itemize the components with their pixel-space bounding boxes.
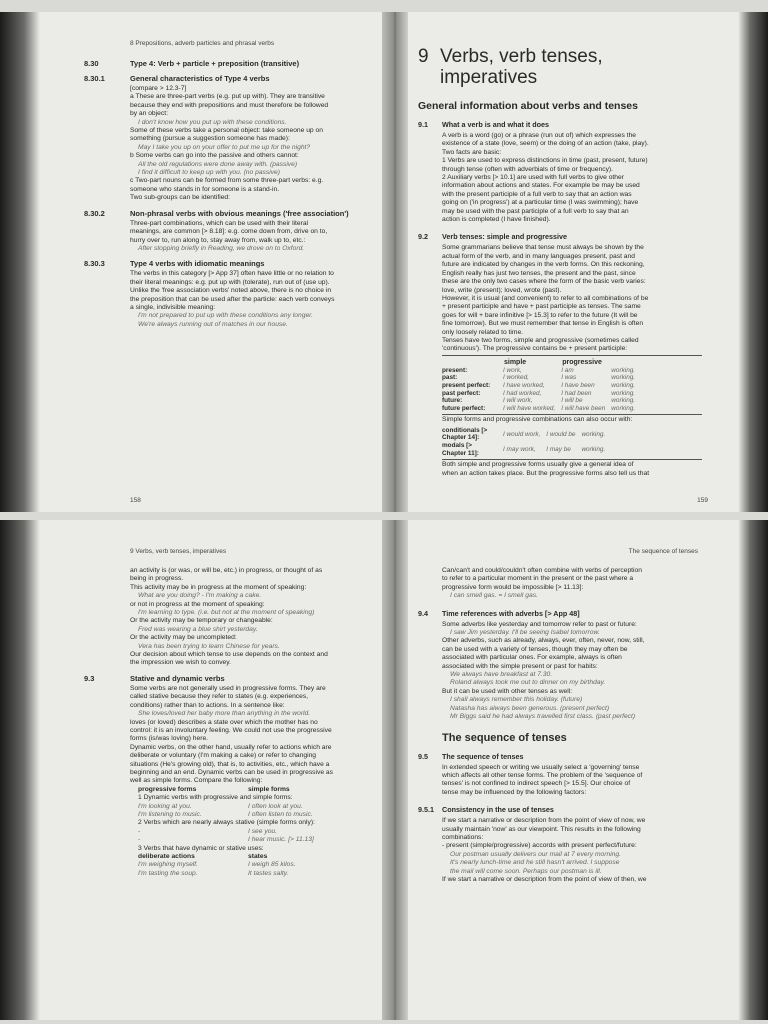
book-spread-top [0, 12, 768, 512]
example-line: After stopping briefly in Reading, we drove on to Oxford. [138, 244, 305, 252]
text-line: English really has just two tenses, the present and the past, since [442, 269, 636, 277]
section-heading: 9.3 Stative and dynamic verbs [84, 673, 225, 683]
text-line: a These are three-part verbs (e.g. put up with). They are transitive [130, 93, 325, 101]
section-heading: 9.5.1 Consistency in the use of tenses [418, 805, 554, 815]
text-line: Two sub-groups can be identified: [130, 194, 231, 202]
text-line: Dynamic verbs, on the other hand, usually refer to actions which are [130, 743, 332, 751]
compare-table [138, 786, 370, 878]
text-line: c Two-part nouns can be formed from some three-part verbs: e.g. [130, 177, 324, 185]
compare-cell: I often look at you. [248, 802, 303, 810]
table-cell: I may work, [503, 445, 536, 453]
text-line: The verbs in this category [> App 37] often have little or no relation to [130, 270, 334, 278]
text-line: their literal meanings: e.g. put up with (tolerate), run out of (use up). [130, 278, 330, 286]
section-number: 9.4 [418, 608, 428, 618]
example-line: Natasha has always been generous. (present perfect) [450, 704, 610, 712]
table-header: simple [504, 358, 527, 366]
text-line: - present (simple/progressive) accords with present perfect/future: [442, 842, 637, 850]
text-line: may be used with the past participle of a full verb to say that an [442, 207, 629, 215]
compare-cell: states [248, 853, 268, 860]
compare-label: 3 Verbs that have dynamic or stative uses: [138, 844, 264, 852]
section-number: 8.30.3 [84, 259, 105, 269]
example-line: I'm learning to type. (i.e. but not at the moment of speaking) [138, 609, 315, 617]
example-line: I can smell gas. = I smell gas. [450, 592, 538, 600]
book-gutter [382, 12, 408, 512]
example-line: I shall always remember this holiday. (future) [450, 696, 583, 704]
text-line: hurry over to, run along to, stay away from, walk up to, etc.: [130, 236, 306, 244]
text-line: information about actions and states. For example be may be used [442, 182, 640, 190]
text-line: 2 Auxiliary verbs [> 10.1] are used with full verbs to give other [442, 174, 624, 182]
table-cell: future: [442, 397, 463, 405]
text-line: which affects all other tense forms. The problem of the 'sequence of [442, 771, 643, 779]
text-line: If we start a narrative or description from the point of view of now, we [442, 817, 646, 825]
compare-cell: I'm tasting the soup. [138, 869, 198, 877]
table-cell: I had been [561, 389, 592, 397]
example-line: She loves/loved her baby more than anything in the world. [138, 710, 311, 718]
text-line: fine tomorrow). But we must remember that tense in English is often [442, 320, 644, 328]
text-line: Other adverbs, such as already, always, ever, often, never, now, still, [442, 637, 645, 645]
book-spread-bottom [0, 520, 768, 1020]
text-line: situations (He's growing old), that is, to activities, etc., which have a [130, 760, 330, 768]
page-160 [82, 520, 377, 1020]
text-line: through tense (often with adverbials of time or frequency). [442, 165, 613, 173]
compare-cell: I weigh 85 kilos. [248, 861, 296, 869]
text-line: tense may be influenced by the following factors: [442, 788, 587, 796]
tense-table-extra [442, 427, 611, 457]
section-heading: 8.30 Type 4: Verb + particle + preposition (transitive) [84, 59, 300, 68]
table-row [442, 405, 641, 413]
text-line: an activity is (or was, or will be, etc.) in progress, or thought of as [130, 567, 323, 574]
table-cell: I would work, [503, 430, 541, 438]
table-cell: I would be [546, 430, 576, 438]
text-line: [compare > 12.3-7] [130, 85, 187, 92]
section-number: 9.1 [418, 120, 428, 129]
text-line: However, it is usual (and convenient) to refer to all combinations of be [442, 294, 649, 302]
text-line: the preposition that can be used after the particle: each verb conveys [130, 295, 335, 303]
example-line: I find it difficult to keep up with you. (no passive) [138, 169, 280, 177]
compare-cell: I often listen to music. [248, 810, 313, 818]
compare-cell: I'm looking at you. [138, 802, 192, 810]
section-heading: The sequence of tenses [442, 731, 567, 744]
table-row [442, 367, 641, 375]
table-cell: past perfect: [442, 389, 481, 397]
example-line: May I take you up on your offer to put me up for the night? [138, 143, 311, 151]
text-line: Some grammarians believe that tense must always be shown by the [442, 244, 644, 252]
compare-cell: I'm listening to music. [138, 810, 202, 818]
table-cell: working. [611, 381, 636, 389]
compare-cell: deliberate actions [138, 853, 195, 860]
example-line: I'm not prepared to put up with these conditions any longer. [138, 312, 314, 320]
page-161 [418, 520, 718, 1020]
chapter-number: 9 [418, 46, 429, 67]
table-cell: modals [> Chapter 11]: [442, 441, 479, 457]
example-line: It's nearly lunch-time and he still hasn't arrived. I suppose [450, 859, 620, 867]
text-line: 'continuous'). The progressive contains be + present participle: [442, 345, 628, 353]
text-line: forms (is/was loving) here. [130, 735, 209, 743]
text-line: Or the activity may be uncompleted: [130, 634, 237, 642]
text-line: Can/can't and could/couldn't often combine with verbs of perception [442, 567, 642, 574]
text-line: usually maintain 'now' as our viewpoint. This results in the following [442, 825, 641, 833]
table-cell: I had worked, [503, 389, 542, 397]
page-161-body [418, 567, 718, 884]
text-line: existence of a state (love, seem) or the doing of an action (take, play). [442, 140, 649, 148]
page-159-body [418, 120, 718, 478]
text-line: these are the only two cases where the form of the basic verb varies: [442, 278, 646, 286]
table-row [442, 427, 611, 442]
compare-cell: I'm weighing myself. [138, 861, 198, 869]
example-line: Roland always took me out to dinner on my birthday. [450, 679, 606, 687]
text-line: loves (or loved) describes a state over which the mother has no [130, 718, 318, 726]
text-line: Some of these verbs take a personal object: take someone up on [130, 127, 323, 135]
text-line: someone who stands in for someone is a stand-in. [130, 185, 280, 193]
table-cell: I work, [503, 366, 522, 374]
table-rule-bottom [442, 459, 702, 460]
page-160-body [84, 567, 370, 878]
page-159 [418, 12, 718, 512]
text-line: Some verbs are not generally used in progressive forms. They are [130, 684, 326, 692]
section-heading: 9.5 The sequence of tenses [418, 751, 524, 761]
text-line: tenses' is not confined to indirect speech [> 15.5]. Our choice of [442, 780, 631, 788]
table-cell: past: [442, 374, 458, 382]
table-cell: conditionals [> Chapter 14]: [442, 426, 488, 442]
column-header: simple forms [248, 785, 290, 793]
compare-label: 2 Verbs which are nearly always stative (simple forms only): [138, 819, 315, 827]
section-heading: 9.1 What a verb is and what it does [418, 120, 550, 129]
text-line: progressive form would be impossible [> 11.13]: [442, 583, 584, 591]
example-line: Our postman usually delivers our mail at 7 every morning. [450, 850, 621, 858]
table-row [442, 442, 611, 457]
running-head: The sequence of tenses [628, 548, 698, 555]
compare-cell: I hear music. [> 11.13] [248, 836, 314, 844]
running-head: 8 Prepositions, adverb particles and phrasal verbs [130, 40, 275, 47]
running-head: 9 Verbs, verb tenses, imperatives [130, 548, 227, 555]
table-cell: I may be [546, 445, 571, 453]
section-number: 9.5 [418, 751, 428, 761]
text-line: with the present participle of a full verb to say that an action was [442, 190, 632, 198]
text-line: Some adverbs like yesterday and tomorrow refer to past or future: [442, 620, 637, 628]
table-cell: I worked, [503, 374, 529, 382]
text-line: actual form of the verb, and in many languages present, past and [442, 252, 635, 260]
table-cell: I will have been [561, 404, 606, 412]
text-line: Both simple and progressive forms usually give a general idea of [442, 461, 634, 469]
section-heading: 8.30.1 General characteristics of Type 4 verbs [84, 74, 270, 83]
table-cell: working. [581, 430, 606, 438]
table-header [442, 358, 503, 367]
table-cell: future perfect: [442, 404, 486, 412]
text-line: well as simple forms. Compare the following: [130, 777, 263, 785]
text-line: can be used with a variety of tenses, though they may often be [442, 645, 628, 653]
example-line: the mail will come soon. Perhaps our postman is ill. [450, 867, 602, 875]
text-line: Or the activity may be temporary or changeable: [130, 617, 273, 625]
example-line: What are you doing? - I'm making a cake. [138, 592, 262, 600]
text-line: Our decision about which tense to use depends on the context and [130, 651, 328, 659]
example-line: Fred was wearing a blue shirt yesterday. [138, 625, 258, 633]
text-line: Tenses have two forms, simple and progressive (sometimes called [442, 336, 639, 344]
section-heading: 9.2 Verb tenses: simple and progressive [418, 232, 568, 242]
text-line: love, write (present); loved, wrote (past). [442, 286, 562, 294]
compare-cell: - [138, 827, 141, 835]
example-line: Mr Biggs said he had always travelled first class. (past perfect) [450, 713, 636, 721]
table-cell: I have worked, [503, 381, 545, 389]
text-line: a single, indivisible meaning: [130, 303, 216, 311]
table-cell: I have been [561, 381, 595, 389]
text-line: Three-part combinations, which can be used with their literal [130, 219, 309, 227]
text-line: action is completed (I have finished). [442, 216, 551, 224]
section-number: 9.5.1 [418, 805, 434, 815]
table-cell: I will have worked, [503, 404, 556, 412]
text-line: control: it is an involuntary feeling. We could not use the progressive [130, 726, 332, 734]
text-line: But it can be used with other tenses as well: [442, 687, 573, 695]
example-line: I don't know how you put up with these conditions. [138, 118, 287, 126]
table-row [442, 374, 641, 382]
text-line: being in progress. [130, 575, 184, 583]
section-heading: 8.30.2 Non-phrasal verbs with obvious meanings ('free association') [84, 208, 349, 218]
text-line: 1 Verbs are used to express distinctions in time (past, present, future) [442, 157, 648, 165]
text-line: + present participle and have + past participle as tenses. The same [442, 303, 641, 311]
page-number: 158 [130, 497, 141, 504]
table-header: progressive [562, 358, 602, 366]
tense-table [442, 358, 641, 413]
chapter-title [418, 46, 718, 88]
table-rule-top [442, 355, 702, 356]
text-line: deliberate or voluntary (I'm making a cake) or refer to changing [130, 752, 317, 760]
table-cell: I will be [561, 397, 583, 405]
text-line: beginning and an end. Dynamic verbs can be used in progressive as [130, 768, 333, 776]
table-row [442, 390, 641, 398]
text-line: b Some verbs can go into the passive and others cannot: [130, 152, 299, 160]
table-cell: present: [442, 366, 468, 374]
compare-cell: I see you. [248, 827, 277, 835]
chapter-title-line-1: Verbs, verb tenses, [440, 46, 603, 67]
book-gutter [382, 520, 408, 1020]
section-heading: General information about verbs and tenses [418, 100, 638, 112]
page-number: 159 [697, 497, 708, 504]
compare-label: 1 Dynamic verbs with progressive and simple forms: [138, 794, 293, 802]
text-line: Simple forms and progressive combinations can also occur with: [442, 416, 633, 424]
table-cell: working. [611, 389, 636, 397]
compare-cell: - [138, 836, 141, 844]
text-line: A verb is a word (go) or a phrase (run out of) which expresses the [442, 132, 637, 139]
table-rule-bottom [442, 414, 702, 415]
text-line: the impression we wish to convey. [130, 659, 231, 667]
table-cell: present perfect: [442, 381, 491, 389]
text-line: only loosely related to time. [442, 328, 524, 336]
text-line: This activity may be in progress at the moment of speaking: [130, 583, 307, 591]
text-line: If we start a narrative or description from the point of view of then, we [442, 875, 647, 883]
example-line: Vera has been trying to learn Chinese for years. [138, 642, 280, 650]
example-line: We always have breakfast at 7.30. [450, 671, 553, 679]
table-cell: working. [581, 445, 606, 453]
table-cell: I will work, [503, 397, 533, 405]
text-line: associated with the simple present or past for habits: [442, 662, 598, 670]
text-line: called stative because they refer to states (e.g. experiences, [130, 693, 309, 701]
text-line: Unlike the 'free association verbs' noted above, there is no choice in [130, 287, 332, 295]
text-line: Two facts are basic: [442, 148, 502, 156]
page-158-body [84, 59, 370, 329]
text-line: associated with particular ones. For example, always is often [442, 654, 622, 662]
table-cell: working. [611, 366, 636, 374]
column-header: progressive forms [138, 785, 197, 793]
text-line: meanings, are common [> 8.18]: e.g. come down from, drive on to, [130, 228, 328, 236]
text-line: goes for will + bare infinitive [> 15.3] to refer to the future (It will be [442, 311, 638, 319]
page-158 [82, 12, 377, 512]
compare-cell: It tastes salty. [248, 869, 289, 877]
table-cell: working. [611, 397, 636, 405]
text-line: going on ('in progress') at a particular time (I was swimming); have [442, 199, 639, 207]
text-line: combinations: [442, 833, 484, 841]
table-header [611, 358, 641, 367]
table-cell: I was [561, 374, 577, 382]
example-line: I saw Jim yesterday. I'll be seeing Isabel tomorrow. [450, 629, 600, 637]
text-line: to refer to a particular moment in the present or the past where a [442, 575, 634, 583]
section-heading: 8.30.3 Type 4 verbs with idiomatic meanings [84, 259, 265, 269]
section-number: 8.30.1 [84, 74, 105, 83]
text-line: In extended speech or writing we usually select a 'governing' tense [442, 763, 640, 771]
text-line: or not in progress at the moment of speaking: [130, 600, 265, 608]
section-number: 8.30 [84, 59, 99, 68]
text-line: future are indicated by changes in the verb forms. On this reckoning, [442, 261, 645, 269]
section-heading: 9.4 Time references with adverbs [> App 48] [418, 608, 580, 618]
table-row [442, 382, 641, 390]
text-line: something (pursue a suggestion someone has made): [130, 135, 290, 143]
section-number: 9.2 [418, 232, 428, 242]
example-line: All the old regulations were done away with. (passive) [138, 160, 298, 168]
table-cell: I am [561, 366, 574, 374]
chapter-title-line-2: imperatives [440, 67, 538, 88]
text-line: because they end with prepositions and must therefore be followed [130, 101, 329, 109]
table-row [442, 397, 641, 405]
section-number: 8.30.2 [84, 208, 105, 218]
table-cell: working. [611, 404, 636, 412]
text-line: conditions) rather than to actions. In a sentence like: [130, 701, 285, 709]
text-line: by an object: [130, 110, 168, 118]
example-line: We're always running out of matches in our house. [138, 320, 288, 328]
section-number: 9.3 [84, 673, 95, 683]
text-line: when an action takes place. But the progressive forms also tell us that [442, 469, 650, 477]
table-cell: working. [611, 374, 636, 382]
